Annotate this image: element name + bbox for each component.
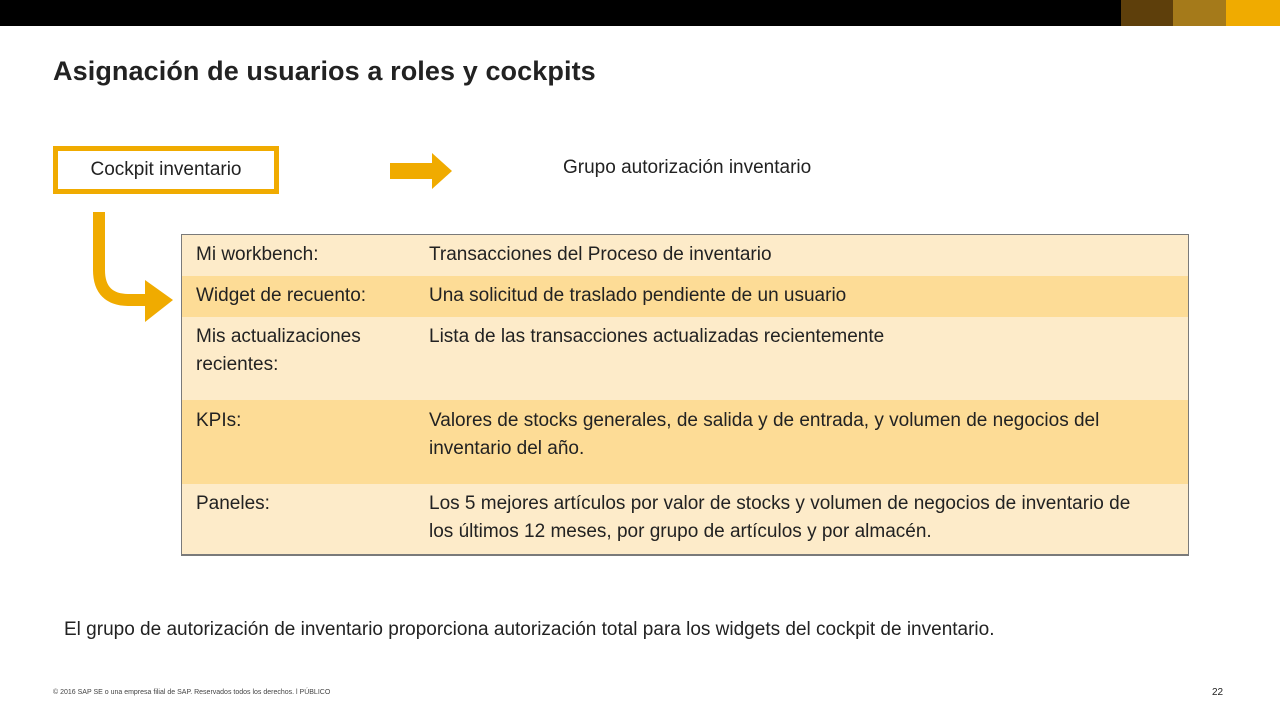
authorization-group-label: Grupo autorización inventario [563,157,812,178]
cockpit-widgets-table [181,234,1189,556]
row-value: Valores de stocks generales, de salida y de entrada, y volumen de negocios del inventario del año. [429,410,1100,459]
top-bar [0,0,1280,26]
arrow-right-icon [388,151,454,191]
row-value: Transacciones del Proceso de inventario [429,244,772,265]
cockpit-inventory-box [53,146,279,194]
table-row [182,235,1188,276]
row-value: Lista de las transacciones actualizadas recientemente [429,326,885,347]
row-value: Los 5 mejores artículos por valor de stocks y volumen de negocios de inventario de los últimos 12 meses, por grupo de artículos y por almacén. [429,493,1131,542]
table-row [182,317,1188,400]
row-label: KPIs: [196,410,242,431]
table-row [182,484,1188,554]
row-label: Widget de recuento: [196,285,367,306]
top-bar-block-dark [1121,0,1173,26]
bent-arrow-icon [85,208,177,328]
authorization-note: El grupo de autorización de inventario proporciona autorización total para los widgets del cockpit de inventario. [64,619,995,640]
top-bar-block-mid [1173,0,1226,26]
row-label: Mi workbench: [196,244,319,265]
top-bar-block-gold [1226,0,1280,26]
copyright-footer: © 2016 SAP SE o una empresa filial de SAP. Reservados todos los derechos. l PÚBLICO [53,689,331,696]
page-number: 22 [1212,687,1224,698]
table-row [182,400,1188,484]
row-label: Mis actualizaciones recientes: [196,326,361,375]
table-row [182,276,1188,317]
cockpit-inventory-label: Cockpit inventario [90,159,242,180]
slide-title: Asignación de usuarios a roles y cockpits [53,56,596,86]
row-label: Paneles: [196,493,270,514]
row-value: Una solicitud de traslado pendiente de un usuario [429,285,847,306]
